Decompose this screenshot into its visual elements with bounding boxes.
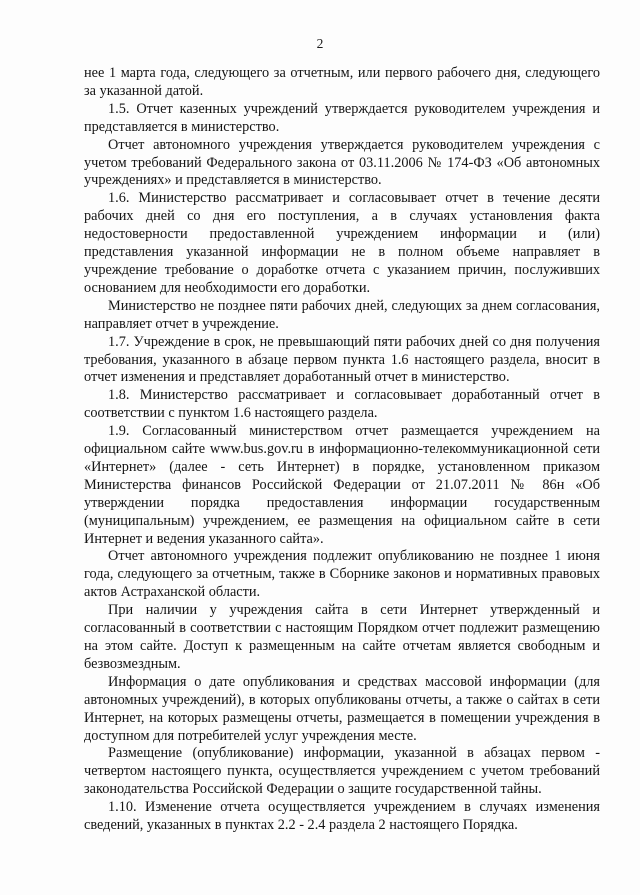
- paragraph-state-secret: Размещение (опубликование) информации, указанной в абзацах первом - четвертом настоящего пункта, осуществляется учреждением с учетом требований законодательства Российской Федерации о защите государственной тайны.: [84, 745, 600, 798]
- paragraph-1-6: 1.6. Министерство рассматривает и согласовывает отчет в течение десяти рабочих дней со дня его поступления, а в случаях установления факта недостоверности предоставленной учреждением информации и (или) представления указанной информации не в полном объеме направляет в учреждение требование о доработке отчета с указанием причин, послуживших основанием для необходимости его доработки.: [84, 190, 600, 296]
- paragraph-1-9: 1.9. Согласованный министерством отчет размещается учреждением на официальном сайте www.bus.gov.ru в информационно-телекоммуникационной сети «Интернет» (далее - сеть Интернет) в порядке, установленном приказом Министерства финансов Российской Федерации от 21.07.2011 № 86н «Об утверждении порядка предоставления информации государственным (муниципальным) учреждением, ее размещения на официальном сайте в сети Интернет и ведения указанного сайта».: [84, 423, 600, 547]
- paragraph-continuation: нее 1 марта года, следующего за отчетным, или первого рабочего дня, следующего за указанной датой.: [84, 65, 600, 99]
- paragraph-1-10: 1.10. Изменение отчета осуществляется учреждением в случаях изменения сведений, указанных в пунктах 2.2 - 2.4 раздела 2 настоящего Порядка.: [84, 799, 600, 834]
- paragraph-1-8: 1.8. Министерство рассматривает и согласовывает доработанный отчет в соответствии с пунктом 1.6 настоящего раздела.: [84, 387, 600, 422]
- paragraph-ministry-return: Министерство не позднее пяти рабочих дней, следующих за днем согласования, направляет отчет в учреждение.: [84, 297, 600, 332]
- paragraph-autonomous-publication: Отчет автономного учреждения подлежит опубликованию не позднее 1 июня года, следующего за отчетным, также в Сборнике законов и нормативных правовых актов Астраханской области.: [84, 548, 600, 601]
- document-body: [84, 65, 600, 835]
- paragraph-publication-info: Информация о дате опубликования и средствах массовой информации (для автономных учреждений), в которых опубликованы отчеты, а также о сайтах в сети Интернет, на которых размещены отчеты, размещается в помещении учреждения в доступном для потребителей услуг учреждения месте.: [84, 673, 600, 744]
- paragraph-1-7: 1.7. Учреждение в срок, не превышающий пяти рабочих дней со дня получения требования, указанного в абзаце первом пункта 1.6 настоящего раздела, вносит в отчет изменения и представляет доработанный отчет в министерство.: [84, 333, 600, 386]
- paragraph-1-5: 1.5. Отчет казенных учреждений утверждается руководителем учреждения и представляется в министерство.: [84, 100, 600, 135]
- paragraph-website-placement: При наличии у учреждения сайта в сети Интернет утвержденный и согласованный в соответствии с настоящим Порядком отчет подлежит размещению на этом сайте. Доступ к размещенным на сайте отчетам является свободным и безвозмездным.: [84, 602, 600, 672]
- page-number: 2: [316, 36, 324, 51]
- paragraph-autonomous-report-approval: Отчет автономного учреждения утверждается руководителем учреждения с учетом требований Федерального закона от 03.11.2006 № 174-ФЗ «Об автономных учреждениях» и представляется в министерство.: [84, 136, 600, 189]
